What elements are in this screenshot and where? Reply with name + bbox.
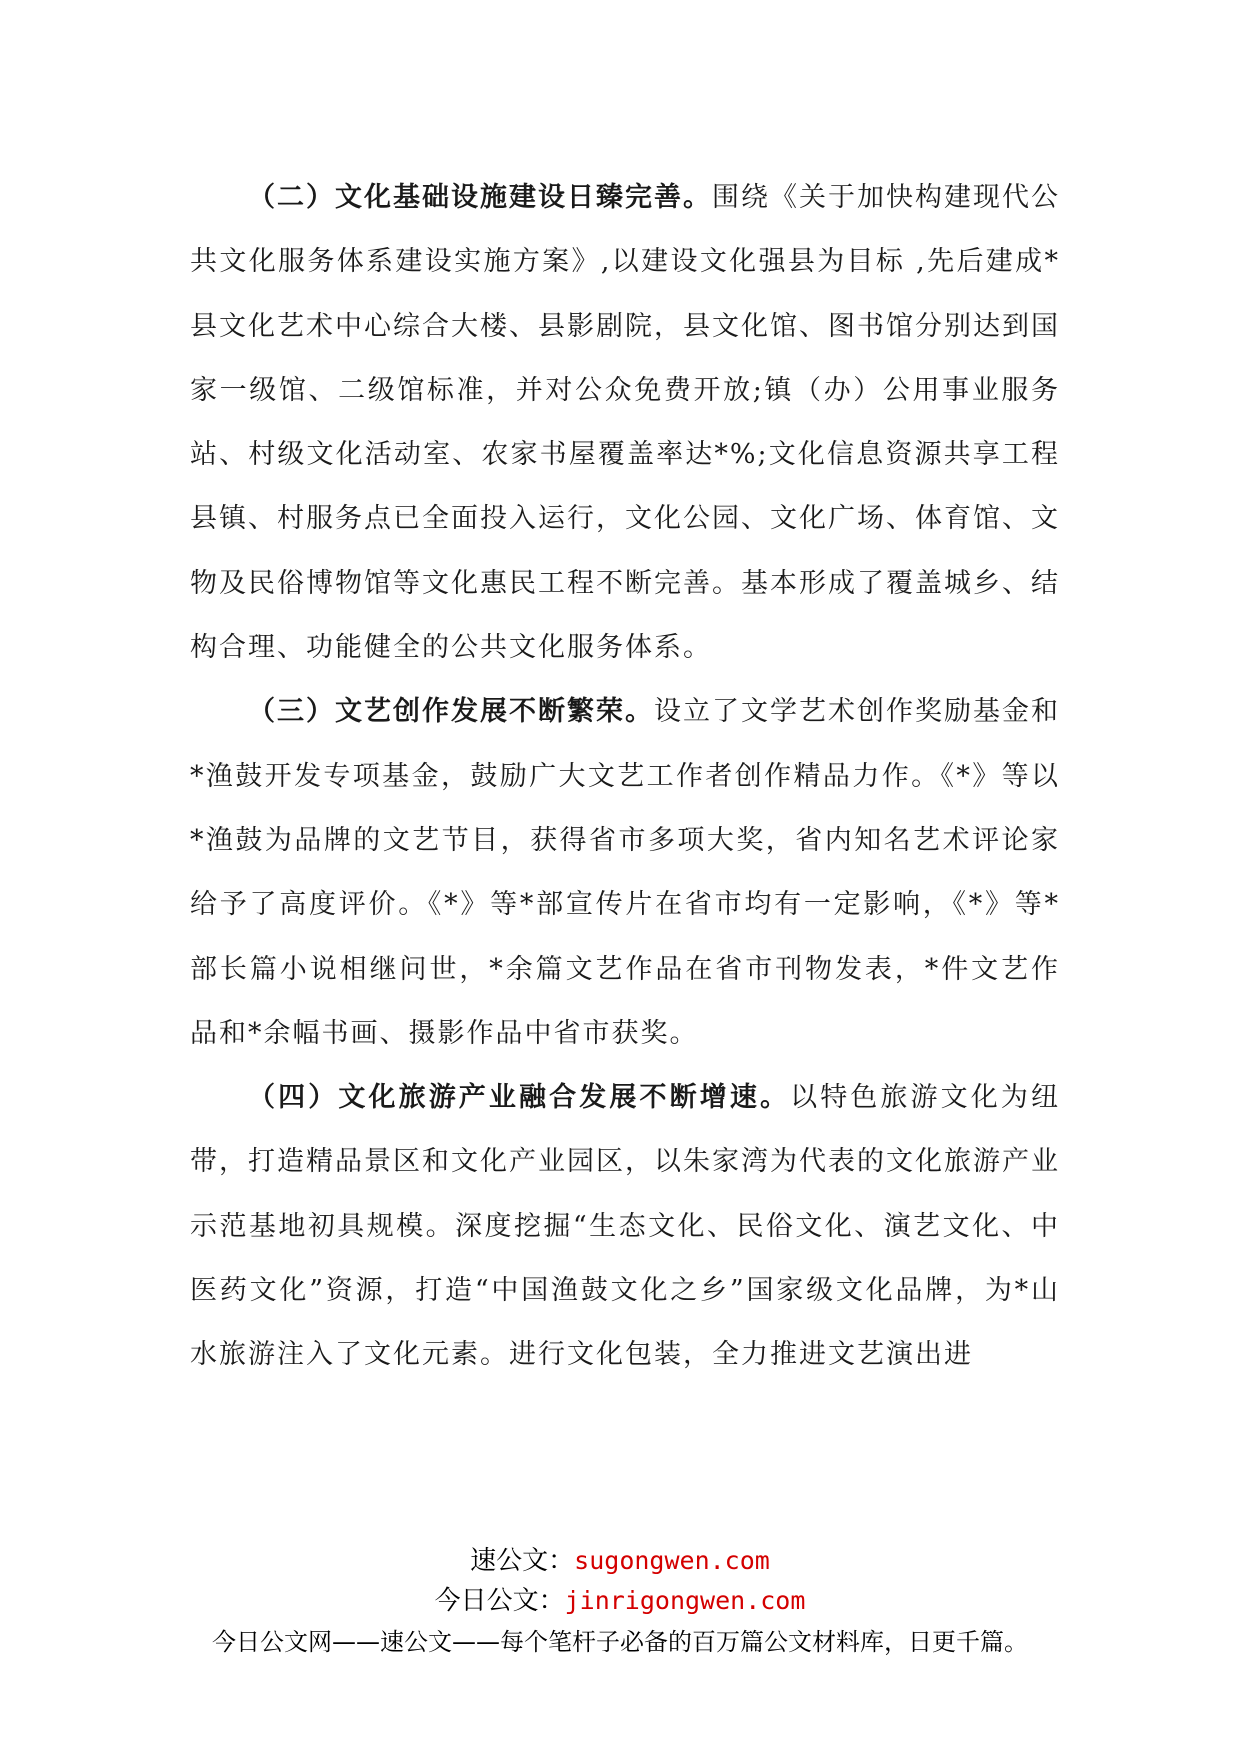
paragraph-infrastructure <box>190 166 1060 680</box>
paragraph-text: 设立了文学艺术创作奖励基金和*渔鼓开发专项基金，鼓励广大文艺工作者创作精品力作。《*》等以*渔鼓为品牌的文艺节目，获得省市多项大奖，省内知名艺术评论家给予了高度评价。《*》等*部宣传片在省市均有一定影响，《*》等*部长篇小说相继问世，*余篇文艺作品在省市刊物发表，*件文艺作品和*余幅书画、摄影作品中省市获奖。 <box>190 696 1060 1049</box>
footer-line-sugongwen <box>0 1540 1240 1577</box>
paragraph-text: 以特色旅游文化为纽带，打造精品景区和文化产业园区，以朱家湾为代表的文化旅游产业示范基地初具规模。深度挖掘“生态文化、民俗文化、演艺文化、中医药文化”资源，打造“中国渔鼓文化之乡”国家级文化品牌，为*山水旅游注入了文化元素。进行文化包装，全力推进文艺演出进 <box>190 1082 1061 1371</box>
paragraph-heading: （四）文化旅游产业融合发展不断增速。 <box>248 1082 791 1114</box>
paragraph-text: 围绕《关于加快构建现代公共文化服务体系建设实施方案》,以建设文化强县为目标 ,先后建成*县文化艺术中心综合大楼、县影剧院，县文化馆、图书馆分别达到国家一级馆、二级馆标准，并对公众免费开放;镇（办）公用事业服务站、村级文化活动室、农家书屋覆盖率达*%;文化信息资源共享工程县镇、村服务点已全面投入运行，文化公园、文化广场、体育馆、文物及民俗博物馆等文化惠民工程不断完善。基本形成了覆盖城乡、结构合理、功能健全的公共文化服务体系。 <box>190 182 1060 664</box>
footer-label: 今日公文： <box>434 1586 565 1616</box>
footer-label: 速公文： <box>470 1546 575 1576</box>
jinrigongwen-link[interactable]: jinrigongwen.com <box>564 1586 806 1615</box>
sugongwen-link[interactable]: sugongwen.com <box>574 1546 770 1575</box>
paragraph-heading: （三）文艺创作发展不断繁荣。 <box>248 696 654 728</box>
footer-line-jinrigongwen <box>0 1580 1240 1617</box>
document-body <box>190 166 1060 1388</box>
paragraph-heading: （二）文化基础设施建设日臻完善。 <box>248 182 712 213</box>
paragraph-culture-tourism <box>190 1066 1060 1387</box>
footer-slogan: 今日公文网——速公文——每个笔杆子必备的百万篇公文材料库，日更千篇。 <box>212 1628 1028 1656</box>
paragraph-arts-creation <box>190 680 1060 1066</box>
